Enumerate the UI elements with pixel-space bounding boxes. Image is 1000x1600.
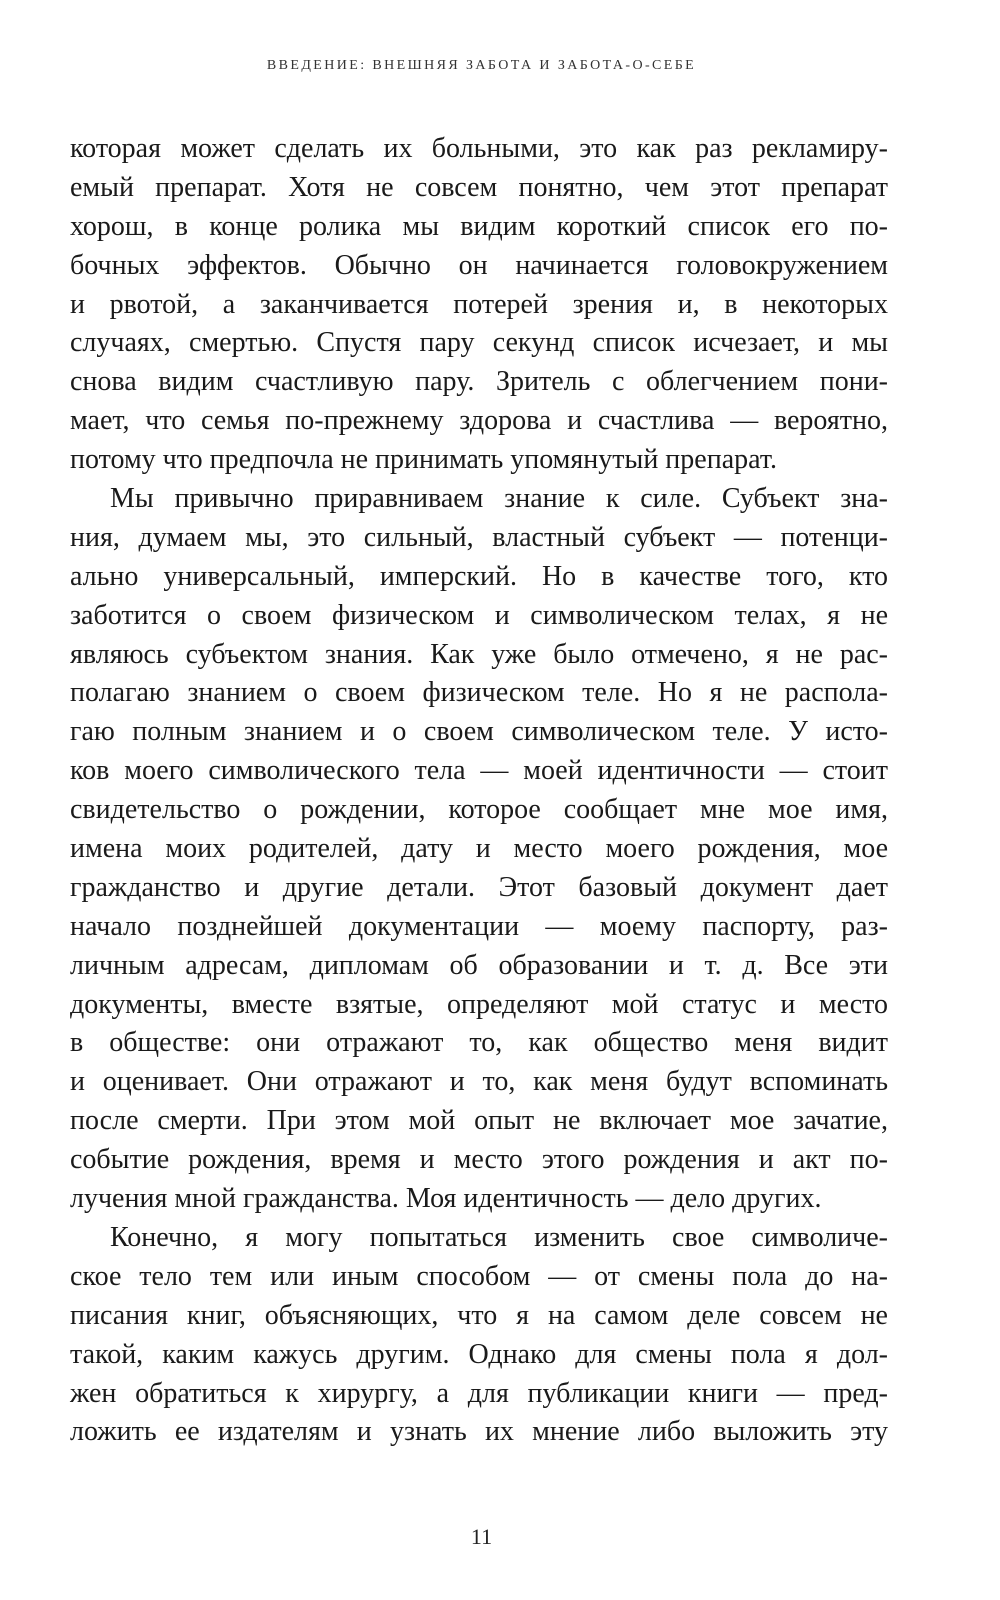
text-line: лучения мной гражданства. Моя идентичность — дело других.: [70, 1183, 822, 1215]
text-line: хорош, в конце ролика мы видим короткий список его по-: [70, 210, 888, 242]
page-number: 11: [470, 1524, 493, 1549]
text-line: писания книг, объясняющих, что я на самом деле совсем не: [70, 1299, 888, 1331]
text-line: являюсь субъектом знания. Как уже было отмечено, я не рас-: [70, 638, 888, 670]
text-line: снова видим счастливую пару. Зритель с облегчением пони-: [70, 366, 888, 398]
body-text: [70, 130, 888, 1452]
text-line: емый препарат. Хотя не совсем понятно, чем этот препарат: [70, 171, 888, 203]
text-line: личным адресам, дипломам об образовании и т. д. Все эти: [70, 949, 888, 981]
text-line: полагаю знанием о своем физическом теле. Но я не распола-: [70, 677, 888, 709]
text-line: Мы привычно приравниваем знание к силе. Субъект зна-: [110, 483, 888, 515]
text-line: заботится о своем физическом и символическом телах, я не: [70, 599, 888, 631]
text-line: мает, что семья по-прежнему здорова и счастлива — вероятно,: [70, 405, 888, 437]
text-line: начало позднейшей документации — моему паспорту, раз-: [70, 910, 888, 942]
text-line: ложить ее издателям и узнать их мнение либо выложить эту: [70, 1416, 888, 1448]
text-line: гражданство и другие детали. Этот базовый документ дает: [70, 871, 888, 903]
text-line: случаях, смертью. Спустя пару секунд список исчезает, и мы: [70, 327, 888, 359]
text-line: в обществе: они отражают то, как общество меня видит: [70, 1027, 888, 1059]
text-line: жен обратиться к хирургу, а для публикации книги — пред-: [70, 1377, 888, 1409]
text-line: которая может сделать их больными, это как раз рекламиру-: [70, 133, 888, 164]
text-line: потому что предпочла не принимать упомянутый препарат.: [70, 444, 777, 476]
text-line: и рвотой, а заканчивается потерей зрения и, в некоторых: [70, 288, 888, 320]
text-line: такой, каким кажусь другим. Однако для смены пола я дол-: [70, 1338, 888, 1370]
text-line: ния, думаем мы, это сильный, властный субъект — потенци-: [70, 521, 888, 553]
running-head: ВВЕДЕНИЕ: ВНЕШНЯЯ ЗАБОТА И ЗАБОТА-О-СЕБЕ: [266, 58, 697, 73]
text-line: ков моего символического тела — моей идентичности — стоит: [70, 755, 888, 787]
text-line: после смерти. При этом мой опыт не включает мое зачатие,: [70, 1105, 888, 1137]
text-line: гаю полным знанием и о своем символическом теле. У исто-: [70, 716, 888, 748]
text-line: Конечно, я могу попытаться изменить свое символиче-: [110, 1221, 888, 1253]
text-line: ально универсальный, имперский. Но в качестве того, кто: [70, 560, 888, 592]
text-line: свидетельство о рождении, которое сообщает мне мое имя,: [70, 794, 888, 826]
text-line: имена моих родителей, дату и место моего рождения, мое: [70, 833, 888, 865]
text-line: событие рождения, время и место этого рождения и акт по-: [70, 1144, 888, 1176]
text-line: бочных эффектов. Обычно он начинается головокружением: [70, 249, 888, 281]
text-line: документы, вместе взятые, определяют мой статус и место: [70, 988, 888, 1020]
paragraph-2: [70, 480, 888, 1219]
text-line: и оценивает. Они отражают и то, как меня будут вспоминать: [70, 1066, 888, 1098]
paragraph-1: [70, 130, 888, 480]
text-line: ское тело тем или иным способом — от смены пола до на-: [70, 1260, 888, 1292]
paragraph-3: [70, 1219, 888, 1452]
